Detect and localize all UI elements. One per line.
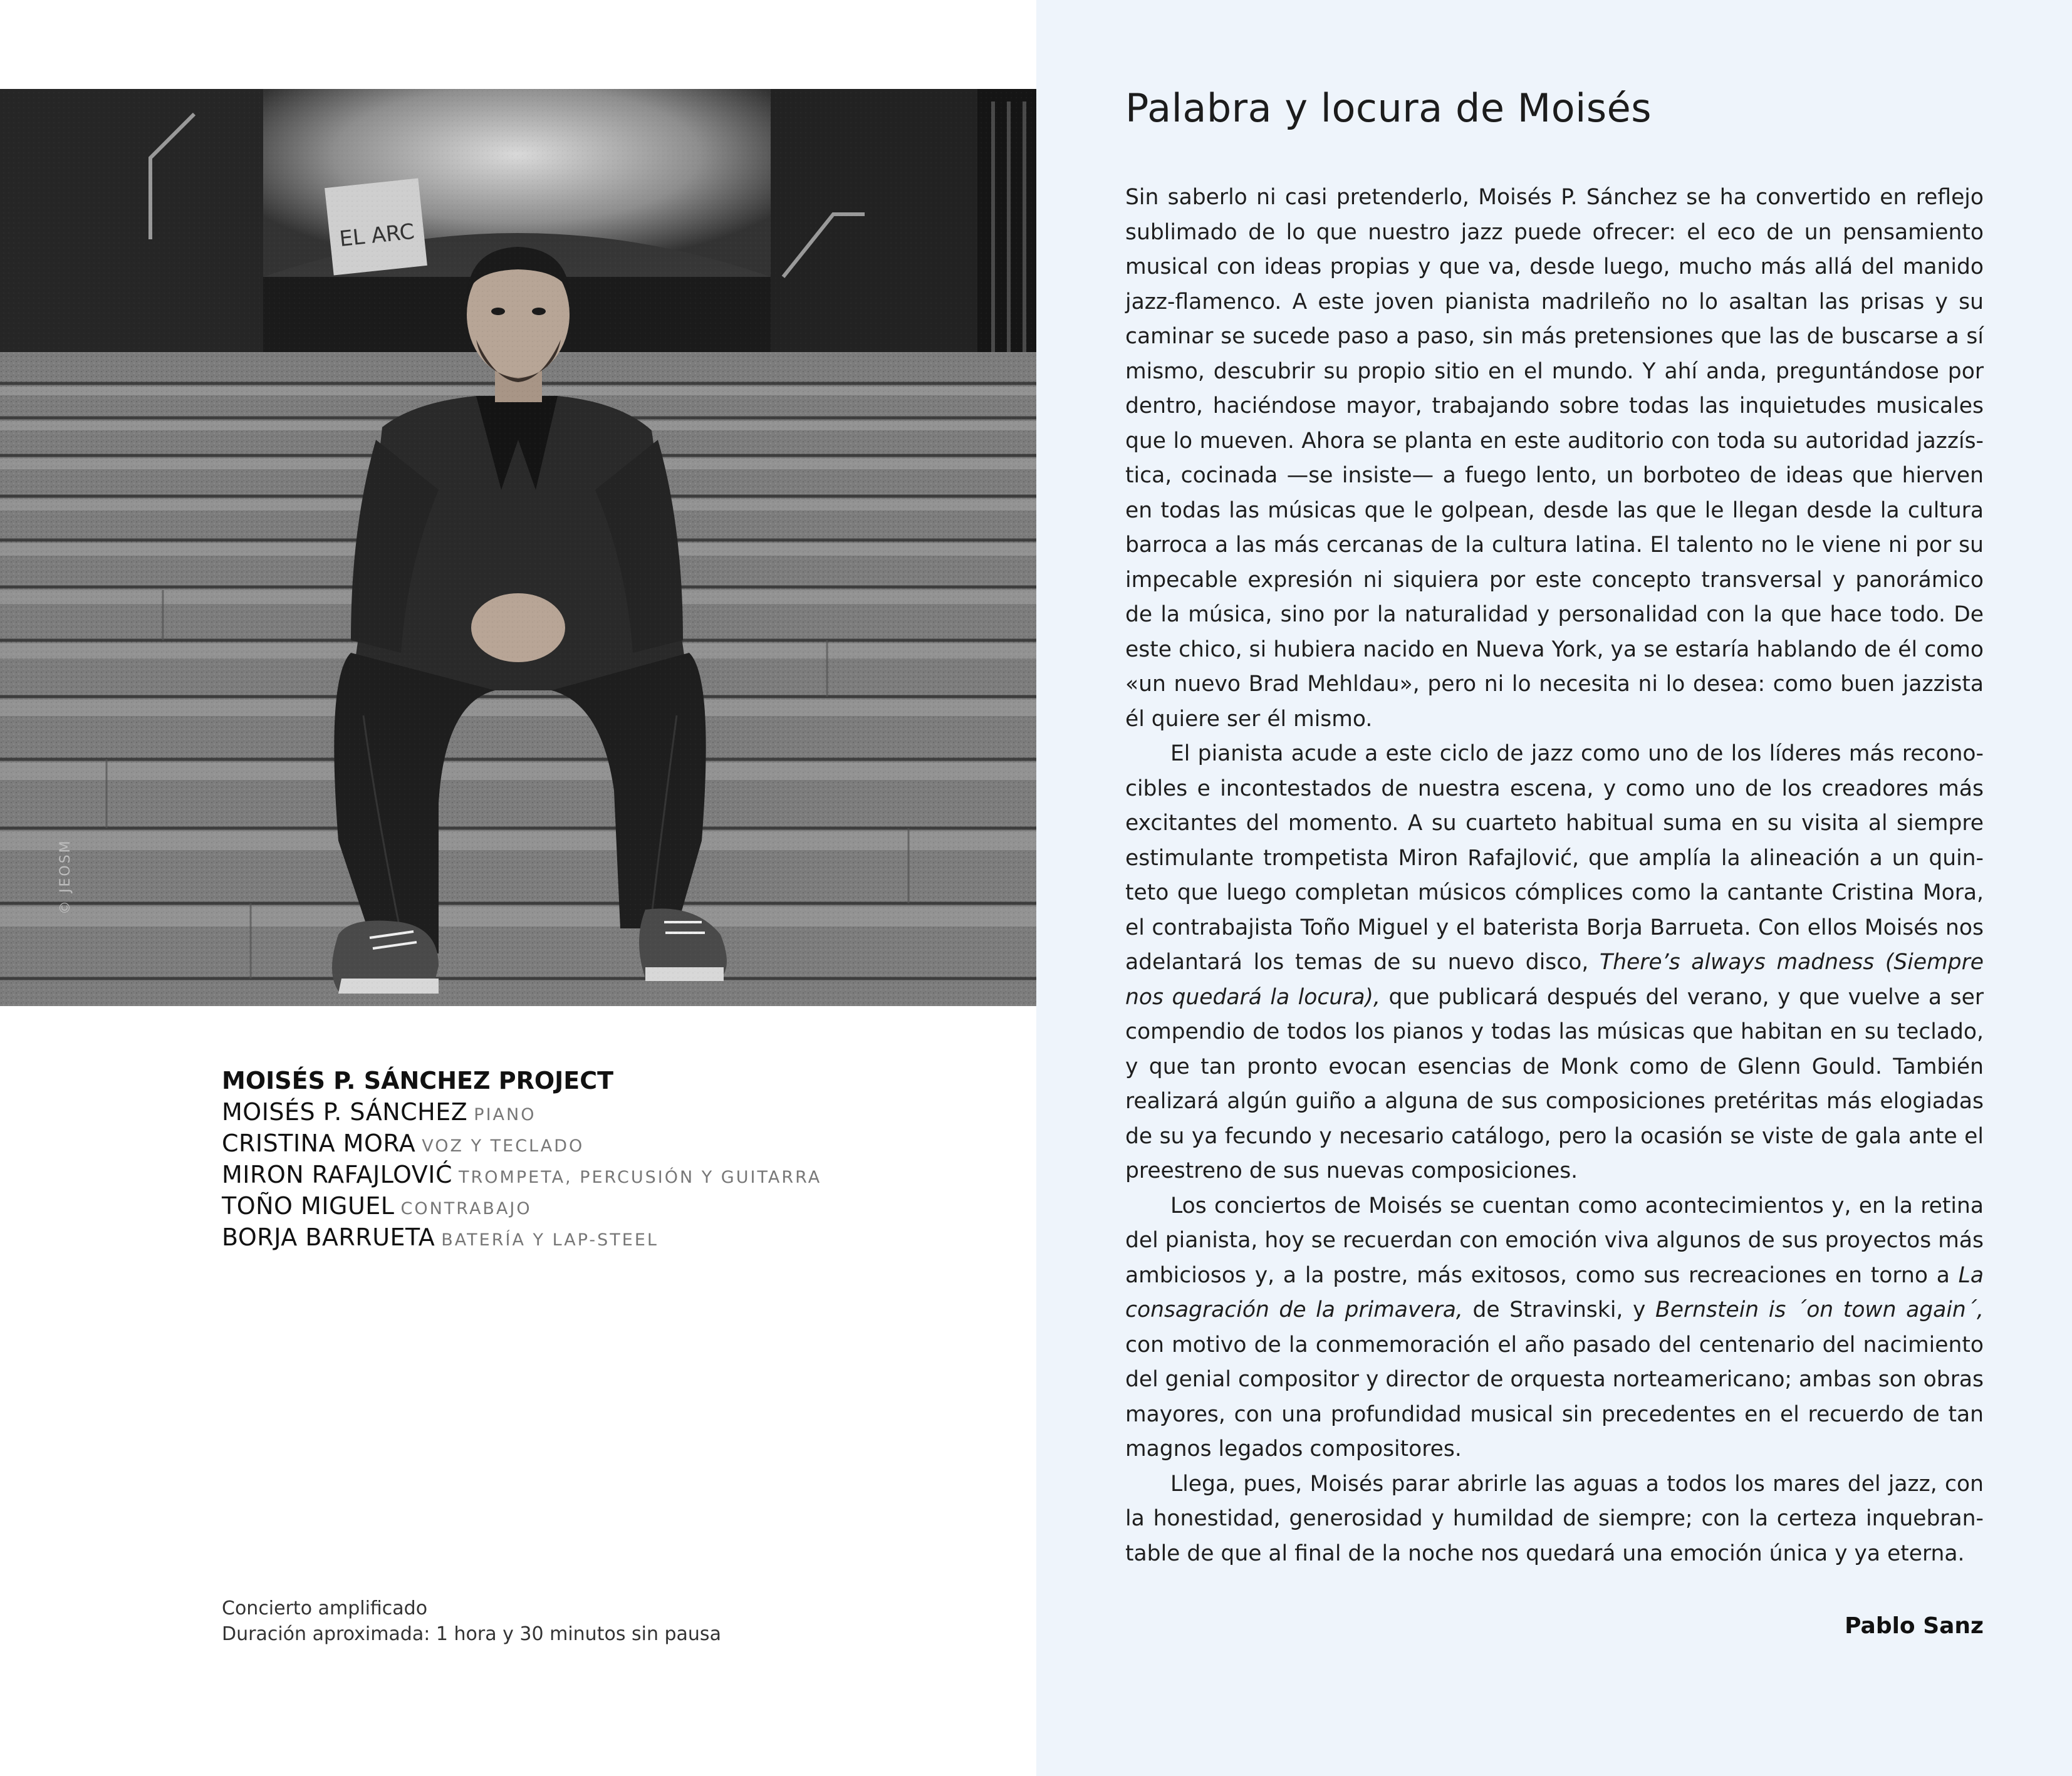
performer-name: MOISÉS P. SÁNCHEZ [222, 1098, 468, 1126]
paragraph-3 [1125, 1189, 1984, 1467]
article [1125, 80, 1984, 1639]
performer-name: TOÑO MIGUEL [222, 1192, 395, 1220]
paragraph-text: de Stravinski, y [1462, 1297, 1656, 1322]
paragraph-text: con motivo de la conmemoración el año pasado del centenario del nacimiento del genial compositor y director de orquesta norteamericano; ambas son obras mayores, con una profundidad musical sin precedentes en el recuerdo de tan magnos legados compositores. [1125, 1332, 1984, 1462]
credit-line [222, 1159, 911, 1190]
project-title: MOISÉS P. SÁNCHEZ PROJECT [222, 1067, 614, 1094]
article-title: Palabra y locura de Moisés [1125, 85, 1652, 131]
performer-role: PIANO [474, 1105, 536, 1124]
performer-name: BORJA BARRUETA [222, 1223, 435, 1251]
paragraph-text: El pianista acude a este ciclo de jazz como uno de los líderes más reconocibles e incontestados de nuestra escena, y como uno de los creadores más excitantes del momento. A su cuarteto habitual suma en su visita al siempre estimulante trompetista Miron Rafajlović, que amplía la alineación a un quinteto que luego completan músicos cómplices como la cantante Cristina Mora, el contrabajista Toño Miguel y el baterista Borja Barrueta. Con ellos Moisés nos adelantará los temas de su nuevo disco, [1125, 741, 1984, 975]
performer-role: BATERÍA Y LAP-STEEL [441, 1230, 659, 1250]
paragraph-text: Los conciertos de Moisés se cuentan como acontecimientos y, en la retina del pianista, hoy se recuerdan con emoción viva algunos de sus proyectos más ambiciosos y, a la postre, más exitosos, como sus recreaciones en torno a [1125, 1193, 1984, 1288]
credit-line [222, 1222, 911, 1253]
performer-credits [222, 1065, 911, 1253]
musician-photo [0, 89, 1036, 1006]
performer-role: TROMPETA, PERCUSIÓN Y GUITARRA [459, 1168, 822, 1187]
photo-credit: © JEOSM [58, 839, 73, 915]
article-body [1125, 180, 1984, 1571]
credit-line [222, 1128, 911, 1159]
amplified-note: Concierto amplificado [222, 1597, 428, 1619]
street-sign-text: EL ARC [338, 219, 416, 252]
project-title-line [222, 1065, 911, 1096]
performer-role: VOZ Y TECLADO [422, 1136, 585, 1156]
duration-note: Duración aproximada: 1 hora y 30 minutos sin pausa [222, 1623, 721, 1645]
paragraph-2 [1125, 737, 1984, 1189]
work-title: Bernstein is ´on town again´, [1655, 1297, 1984, 1322]
paragraph-4: Llega, pues, Moisés parar abrirle las aguas a todos los mares del jazz, con la honestidad, generosidad y humildad de siempre; con la certeza inquebrantable de que al final de la noche nos quedará una emoción única y ya eterna. [1125, 1471, 1984, 1566]
performer-name: MIRON RAFAJLOVIĆ [222, 1161, 453, 1188]
concert-info [222, 1596, 721, 1647]
album-title: There’s always madness (Siempre nos quedará la locura), [1125, 950, 1984, 1010]
performer-role: CONTRABAJO [400, 1199, 532, 1218]
paragraph-1: Sin saberlo ni casi pretenderlo, Moisés P. Sánchez se ha convertido en reflejo sublimado de lo que nuestro jazz puede ofrecer: el eco de un pensamiento musical con ideas propias y que va, desde luego, mucho más allá del manido jazz-flamenco. A este joven pianista madrileño no lo asaltan las prisas y su caminar se sucede paso a paso, sin más pretensiones que las de buscarse a sí mismo, descubrir su propio sitio en el mundo. Y ahí anda, preguntándose por dentro, haciéndose mayor, trabajando sobre todas las inquietudes musicales que lo mueven. Ahora se planta en este auditorio con toda su autoridad jazzística, cocinada —se insiste— a fuego lento, un borboteo de ideas que hierven en todas las músicas que le golpean, desde las que le llegan desde la cultura barroca a las más cercanas de la cultura latina. El talento no le viene ni por su impecable expresión ni siquiera por este concepto transversal y panorámico de la música, sino por la naturalidad y personalidad con la que hace todo. De este chico, si hubiera nacido en Nueva York, ya se estaría hablando de él como «un nuevo Brad Mehldau», pero ni lo necesita ni lo desea: como buen jazzista él quiere ser él mismo. [1125, 185, 1984, 732]
work-title: La consagración de la primavera, [1125, 1262, 1984, 1322]
paragraph-text: que publicará después del verano, y que vuelve a ser compendio de todos los pianos y todas las músicas que habitan en su teclado, y que tan pronto evocan esencias de Monk como de Glenn Gould. También realizará algún guiño a alguna de sus composiciones pretéritas más elogiadas de su ya fecundo y necesario catálogo, pero la ocasión se viste de gala ante el preestreno de sus nuevas composiciones. [1125, 984, 1984, 1183]
article-author: Pablo Sanz [1845, 1613, 1984, 1639]
credit-line [222, 1190, 911, 1222]
performer-name: CRISTINA MORA [222, 1129, 416, 1157]
credit-line [222, 1096, 911, 1128]
